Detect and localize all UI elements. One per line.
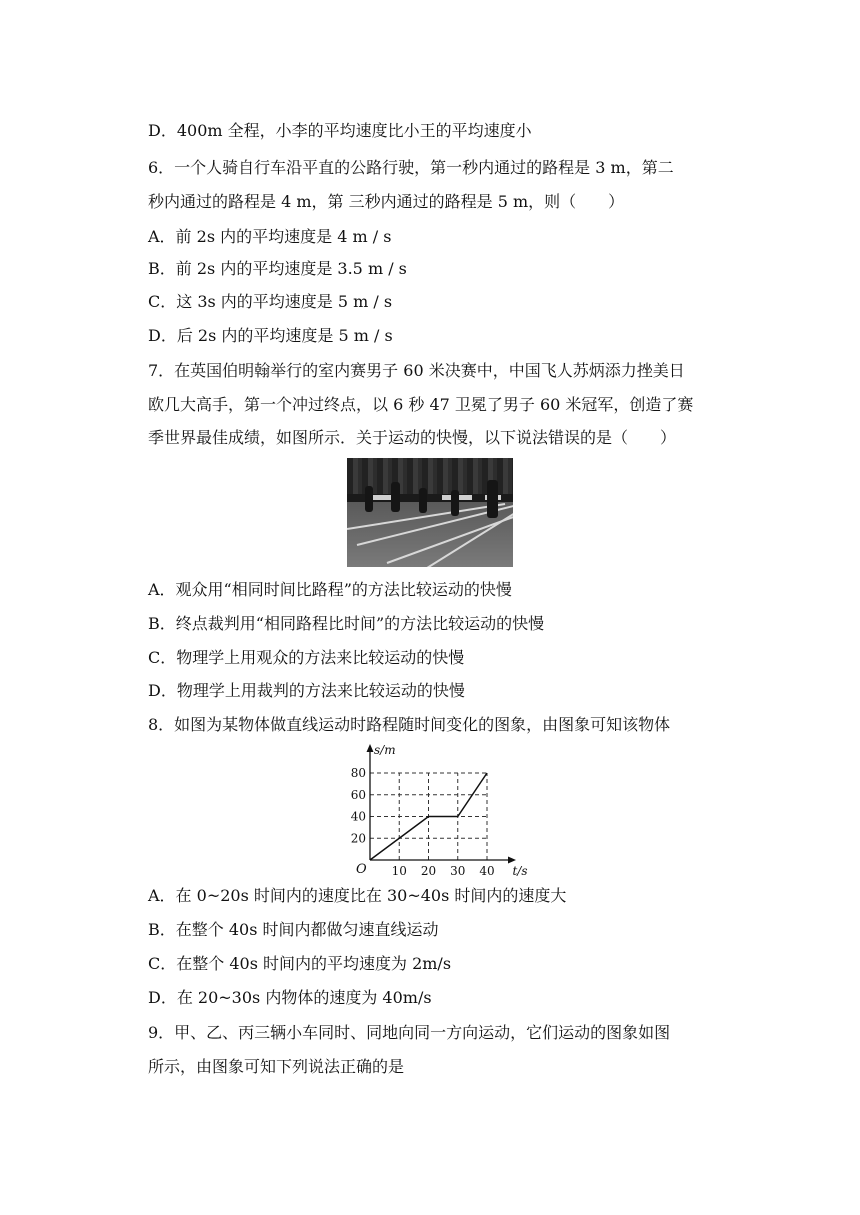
question-7-line-3: 季世界最佳成绩，如图所示．关于运动的快慢，以下说法错误的是（ ） [148, 428, 677, 447]
option-6a: A．前 2s 内的平均速度是 4 m / s [148, 227, 392, 246]
y-axis-arrow [367, 744, 374, 752]
x-tick-label-40: 40 [479, 864, 495, 878]
option-7c: C．物理学上用观众的方法来比较运动的快慢 [148, 648, 465, 667]
distance-time-chart [340, 742, 530, 878]
sprint-race-photo [347, 458, 513, 567]
y-tick-label-40: 40 [350, 809, 366, 824]
question-9-line-1: 9．甲、乙、丙三辆小车同时、同地向同一方向运动，它们运动的图象如图 [148, 1023, 671, 1042]
option-7b: B．终点裁判用“相同路程比时间”的方法比较运动的快慢 [148, 614, 545, 633]
x-tick-label-10: 10 [391, 864, 407, 878]
question-7-line-1: 7．在英国伯明翰举行的室内赛男子 60 米决赛中，中国飞人苏炳添力挫美日 [148, 361, 685, 380]
x-axis-arrow [508, 857, 516, 864]
y-tick-label-20: 20 [350, 831, 366, 846]
option-6c: C．这 3s 内的平均速度是 5 m / s [148, 292, 393, 311]
option-8a: A．在 0~20s 时间内的速度比在 30~40s 时间内的速度大 [148, 886, 567, 905]
chart-ticks [351, 743, 528, 878]
y-axis-label: s/m [374, 743, 396, 757]
question-6-line-1: 6．一个人骑自行车沿平直的公路行驶，第一秒内通过的路程是 3 m，第二 [148, 158, 674, 177]
option-7a: A．观众用“相同时间比路程”的方法比较运动的快慢 [148, 580, 512, 599]
question-6-line-2: 秒内通过的路程是 4 m，第 三秒内通过的路程是 5 m，则（ ） [148, 192, 625, 211]
option-6d: D．后 2s 内的平均速度是 5 m / s [148, 326, 393, 345]
question-8: 8．如图为某物体做直线运动时路程随时间变化的图象，由图象可知该物体 [148, 715, 671, 734]
question-7-line-2: 欧几大高手，第一个冲过终点，以 6 秒 47 卫冕了男子 60 米冠军，创造了赛 [148, 395, 694, 414]
x-tick-label-20: 20 [420, 864, 437, 878]
option-6b: B．前 2s 内的平均速度是 3.5 m / s [148, 259, 407, 278]
x-tick-label-30: 30 [450, 864, 466, 878]
origin-label: O [356, 862, 367, 877]
y-tick-label-80: 80 [350, 766, 366, 780]
question-9-line-2: 所示，由图象可知下列说法正确的是 [148, 1057, 405, 1076]
option-8b: B．在整个 40s 时间内都做匀速直线运动 [148, 920, 439, 939]
option-8c: C．在整个 40s 时间内的平均速度为 2m/s [148, 954, 452, 973]
y-tick-label-60: 60 [350, 787, 366, 802]
option-5d: D．400m 全程，小李的平均速度比小王的平均速度小 [148, 121, 532, 140]
option-8d: D．在 20~30s 内物体的速度为 40m/s [148, 988, 432, 1007]
option-7d: D．物理学上用裁判的方法来比较运动的快慢 [148, 681, 465, 700]
x-axis-label: t/s [512, 864, 528, 878]
